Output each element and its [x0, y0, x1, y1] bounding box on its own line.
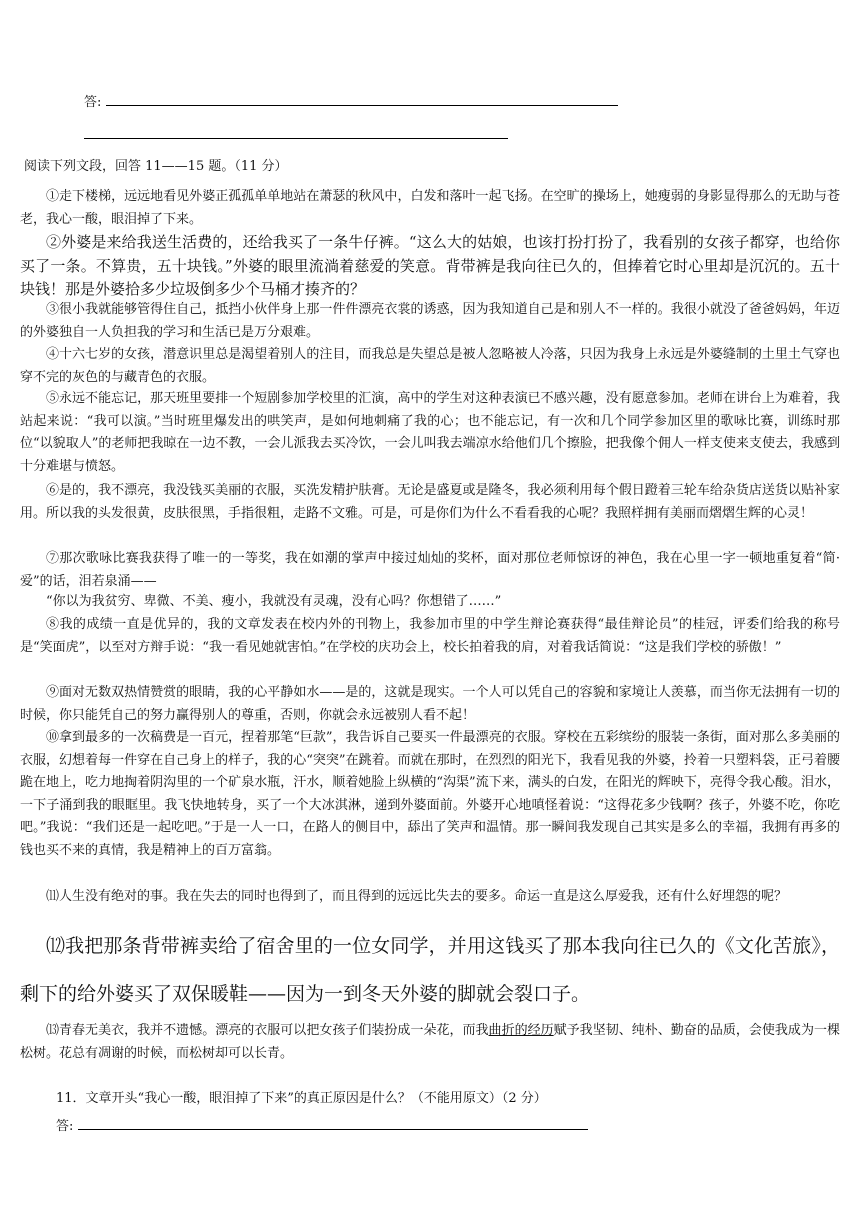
paragraph-7-quote: “你以为我贫穷、卑微、不美、瘦小，我就没有灵魂，没有心吗？你想错了……” — [46, 594, 502, 609]
reading-instruction: 阅读下列文段，回答 11——15 题。（11 分） — [24, 159, 288, 174]
answer-blank-q11[interactable] — [78, 1117, 588, 1130]
paragraph-9: ⑨面对无数双热情赞赏的眼睛，我的心平静如水——是的，这就是现实。一个人可以凭自己的容貌和家境让人羡慕，而当你无法拥有一切的时候，你只能凭自己的努力赢得别人的尊重，否则，你就会永远被别人看不起！ — [20, 685, 840, 723]
answer-line-q11 — [56, 1115, 588, 1134]
answer-label-q11: 答: — [56, 1119, 74, 1134]
paragraph-11: ⑾人生没有绝对的事。我在失去的同时也得到了，而且得到的远远比失去的要多。命运一直是这么厚爱我，还有什么好埋怨的呢？ — [46, 889, 788, 904]
underlined-phrase: 曲折的经历 — [488, 1023, 554, 1038]
paragraph-8: ⑧我的成绩一直是优异的，我的文章发表在校内外的刊物上，我参加市里的中学生辩论赛获得“最佳辩论员”的桂冠，评委们给我的称号是“笑面虎”，以至对方辩手说：“我一看见她就害怕。”在学校的庆功会上，校长拍着我的肩，对着我话简说：“这是我们学校的骄傲！” — [20, 617, 840, 655]
paragraph-13-end: 赋予我坚韧、纯朴、勤奋的品质，会使我成为一棵松树。花总有凋谢的时候，而松树却可以长青。 — [20, 1023, 840, 1061]
paragraph-7: ⑦那次歌咏比赛我获得了唯一的一等奖，我在如潮的掌声中接过灿灿的奖杯，面对那位老师惊讶的神色，我在心里一字一顿地重复着“简·爱”的话，泪若泉涌—— — [20, 551, 840, 589]
paragraph-4: ④十六七岁的女孩，潜意识里总是渴望着别人的注目，而我总是失望总是被人忽略被人冷落，只因为我身上永远是外婆缝制的土里土气穿也穿不完的灰色的与藏青色的衣服。 — [20, 347, 840, 385]
answer-line-top — [84, 91, 618, 110]
answer-blank[interactable] — [106, 93, 618, 106]
paragraph-6: ⑥是的，我不漂亮，我没钱买美丽的衣服，买洗发精护肤膏。无论是盛夏或是隆冬，我必须利用每个假日蹬着三轮车给杂货店送货以贴补家用。所以我的头发很黄，皮肤很黑，手指很粗，走路不文雅。可是，可是你们为什么不看看我的心呢？我照样拥有美丽而熠熠生辉的心灵！ — [20, 483, 840, 521]
paragraph-10: ⑩拿到最多的一次稿费是一百元，捏着那笔“巨款”，我告诉自己要买一件最漂亮的衣服。穿校在五彩缤纷的服装一条街，面对那么多美丽的衣服，幻想着每一件穿在自己身上的样子，我的心“突突”在跳着。而就在那时，在烈烈的阳光下，我看见我的外婆，拎着一只塑料袋，正弓着腰跪在地上，吃力地掏着阴沟里的一个矿泉水瓶，汗水，顺着她脸上纵横的“沟渠”流下来，满头的白发，在阳光的辉映下，亮得令我心酸。泪水，一下子涌到我的眼眶里。我飞快地转身，买了一个大冰淇淋，递到外婆面前。外婆开心地嗔怪着说：“这得花多少钱啊？孩子，外婆不吃，你吃吧。”我说：“我们还是一起吃吧。”于是一人一口，在路人的侧目中，舔出了笑声和温情。那一瞬间我发现自己其实是多么的幸福，我拥有再多的钱也买不来的真情，我是精神上的百万富翁。 — [20, 730, 840, 858]
paragraph-5: ⑤永远不能忘记，那天班里要排一个短剧参加学校里的汇演，高中的学生对这种表演已不感兴趣，没有愿意参加。老师在讲台上为难着，我站起来说：“我可以演。”当时班里爆发出的哄笑声，是如何地刺痛了我的心；也不能忘记，有一次和几个同学参加区里的歌咏比赛，训练时那位“以貌取人”的老师把我晾在一边不教，一会儿派我去买冷饮，一会儿叫我去端凉水给他们几个擦脸，把我像个佣人一样支使来支使去，我感到十分难堪与愤怒。 — [20, 391, 840, 474]
paragraph-2: ②外婆是来给我送生活费的，还给我买了一条牛仔裤。“这么大的姑娘，也该打扮打扮了，我看别的女孩子都穿，也给你买了一条。不算贵，五十块钱。”外婆的眼里流淌着慈爱的笑意。背带裤是我向往已久的，但捧着它时心里却是沉沉的。五十块钱！那是外婆拾多少垃圾倒多少个马桶才揍齐的？ — [20, 233, 840, 299]
paragraph-13 — [20, 1020, 840, 1065]
question-11: 11．文章开头“我心一酸，眼泪掉了下来”的真正原因是什么？（不能用原文）（2 分） — [56, 1091, 547, 1106]
paragraph-3: ③很小我就能够管得住自己，抵挡小伙伴身上那一件件漂亮衣裳的诱惑，因为我知道自己是和别人不一样的。我很小就没了爸爸妈妈，年迈的外婆独自一人负担我的学习和生活已是万分艰难。 — [20, 302, 840, 340]
answer-blank-continuation[interactable] — [84, 138, 508, 139]
paragraph-12: ⑿我把那条背带裤卖给了宿舍里的一位女同学，并用这钱买了那本我向往已久的《文化苦旅》，剩下的给外婆买了双保暖鞋——因为一到冬天外婆的脚就会裂口子。 — [20, 935, 840, 1005]
answer-label: 答: — [84, 95, 102, 110]
paragraph-13-start: ⒀青春无美衣，我并不遗憾。漂亮的衣服可以把女孩子们装扮成一朵花，而我 — [46, 1023, 489, 1038]
paragraph-1: ①走下楼梯，远远地看见外婆正孤孤单单地站在萧瑟的秋风中，白发和落叶一起飞扬。在空旷的操场上，她瘦弱的身影显得那么的无助与苍老，我心一酸，眼泪掉了下来。 — [20, 189, 840, 227]
